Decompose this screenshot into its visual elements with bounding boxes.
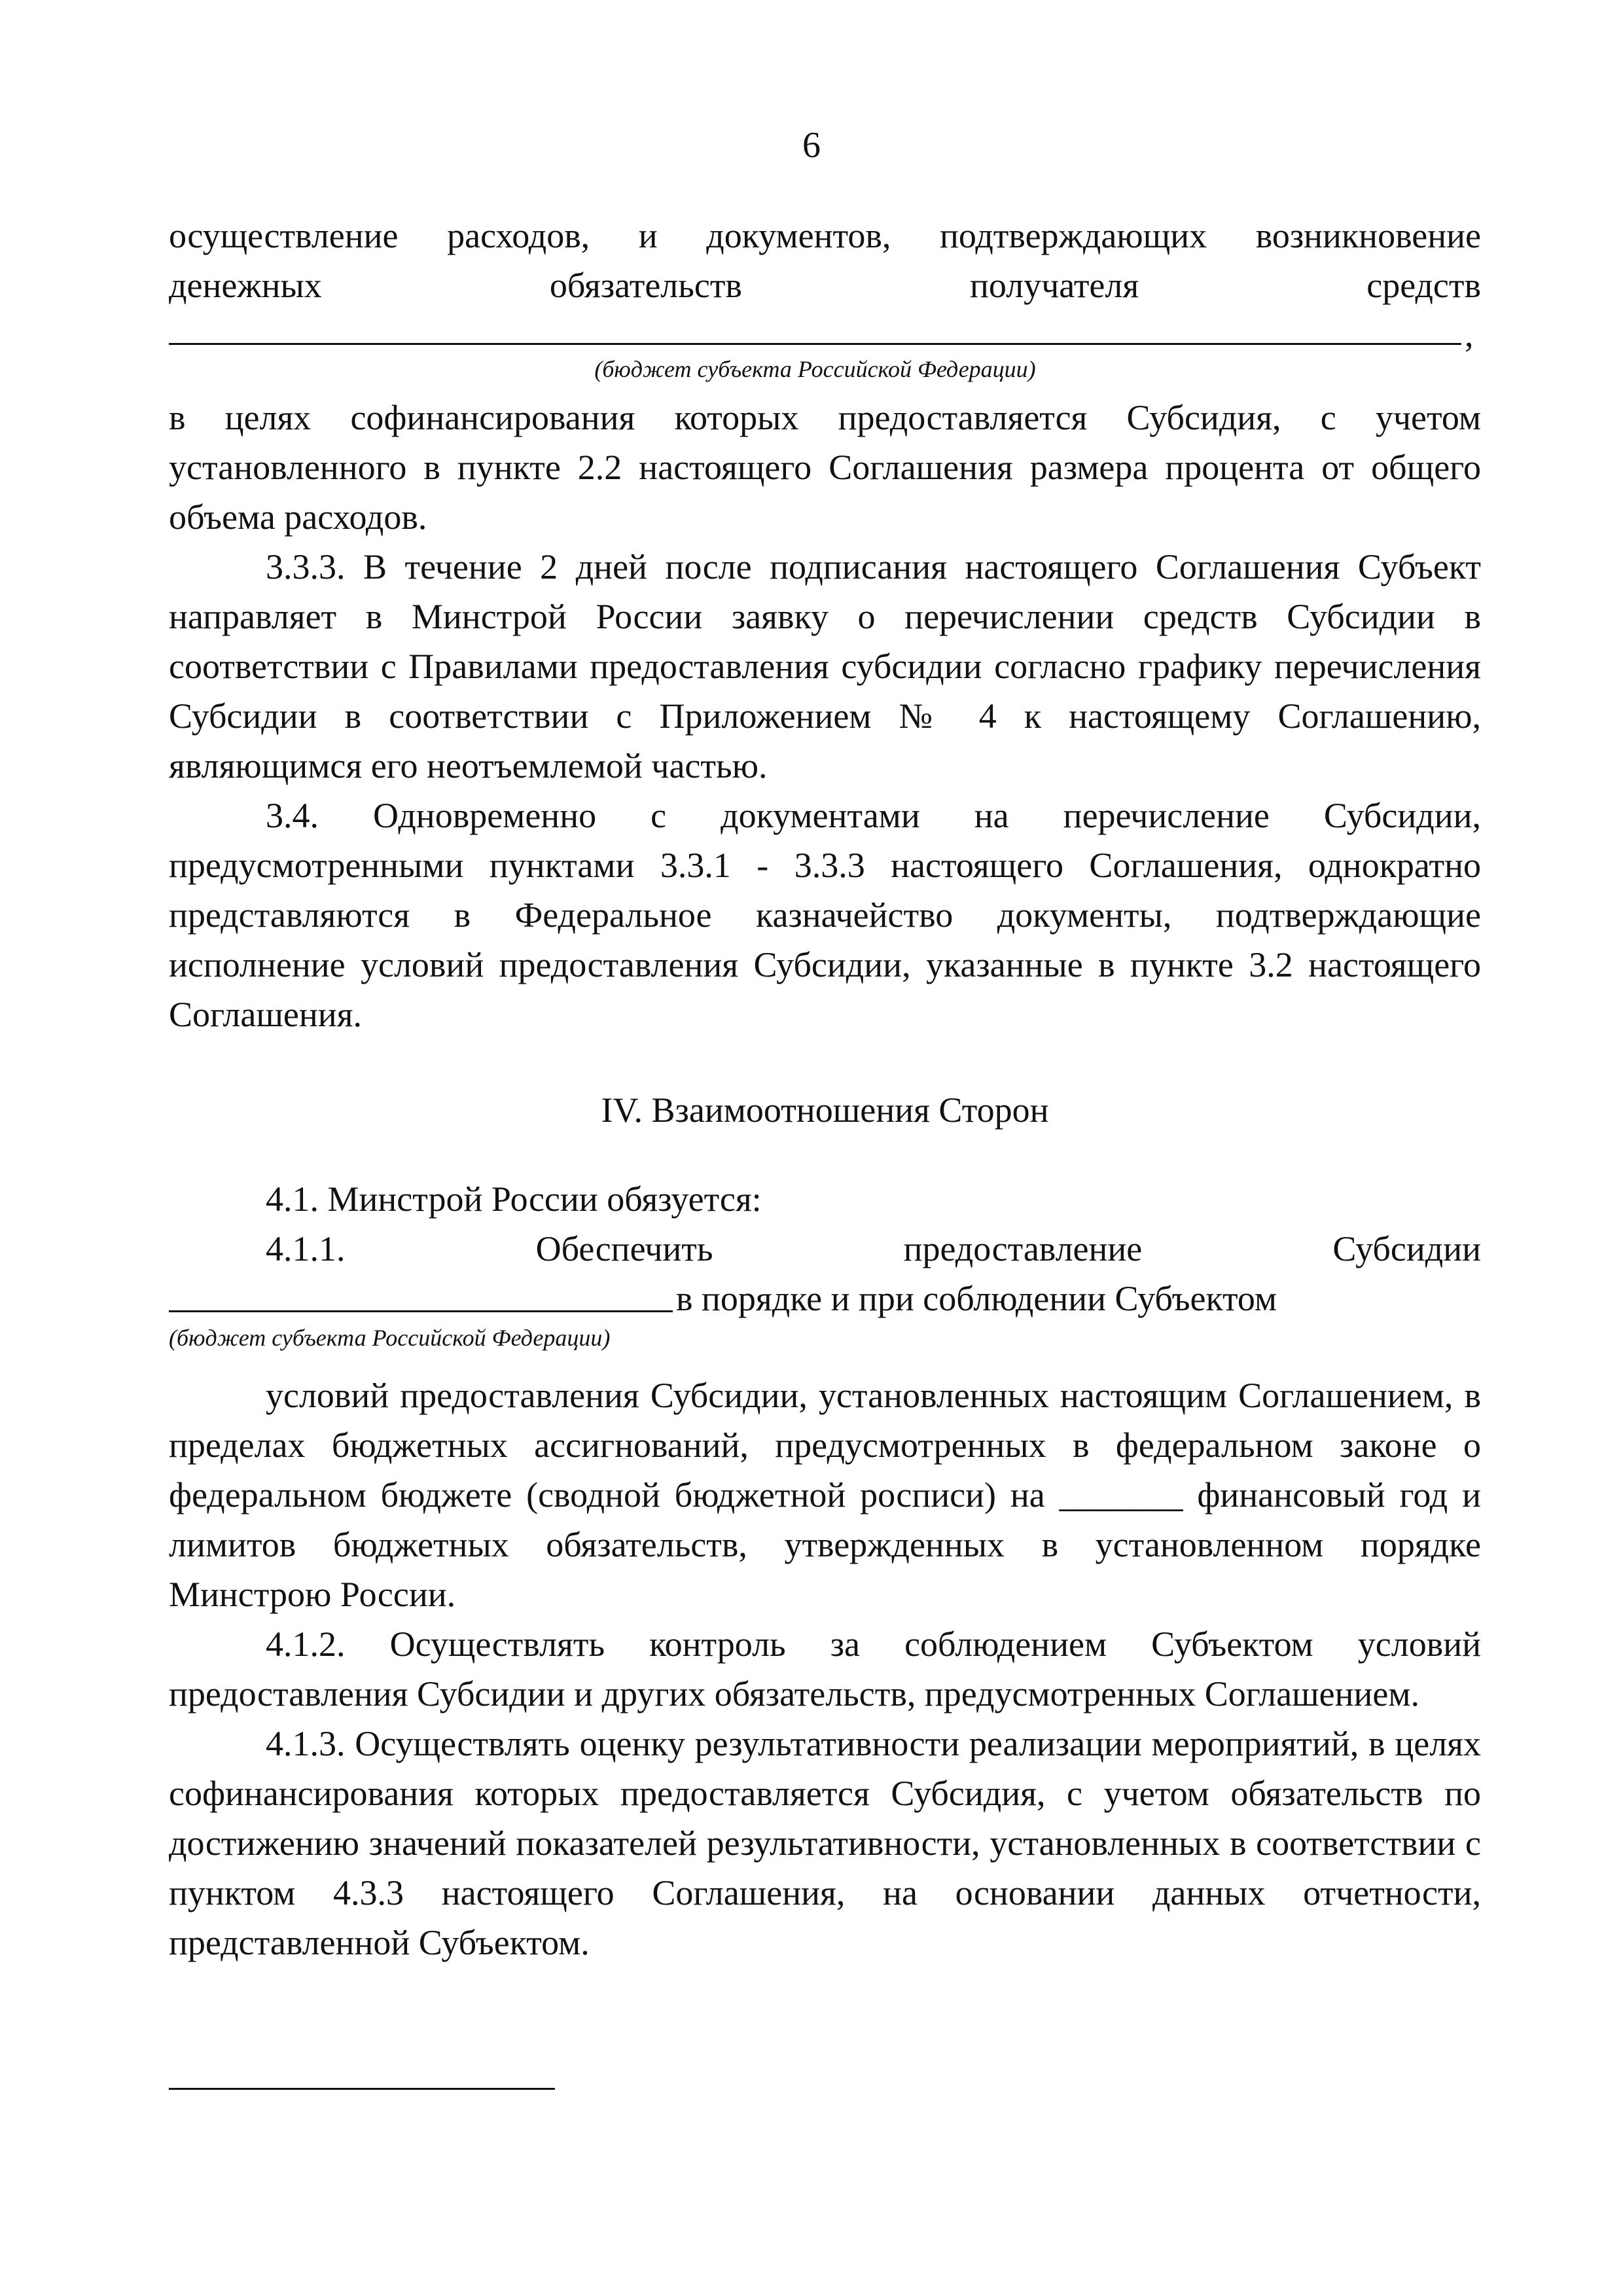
footnote-rule xyxy=(169,2088,555,2090)
page-number: 6 xyxy=(802,125,821,166)
paragraph-4-1: 4.1. Минстрой России обязуется: xyxy=(266,1179,762,1219)
budget-caption: (бюджет субъекта Российской Федерации) xyxy=(594,356,1036,382)
paragraph-3-4: 3.4. Одновременно с документами на перечисление Субсидии, предусмотренными пунктами 3.3.1 - 3.3.3 настоящего Соглашения, однократно представляются в Федеральное казначейство документы, подтверждающие исполнение условий предоставления Субсидии, указанные в пункте 3.2 настоящего Соглашения. xyxy=(169,796,1481,1034)
paragraph-4-1-2: 4.1.2. Осуществлять контроль за соблюдением Субъектом условий предоставления Субсидии и других обязательств, предусмотренных Соглашением. xyxy=(169,1624,1481,1713)
document-body xyxy=(169,211,1481,1967)
budget-blank-line xyxy=(169,343,1461,345)
blank-comma: , xyxy=(1465,315,1474,354)
paragraph-4-1-1-part-1: условий предоставления Субсидии, установленных настоящим Соглашением, в пределах бюджетных ассигнований, предусмотренных в федеральном законе о федеральном бюджете (сводной бюджетной росписи) на xyxy=(169,1376,1481,1515)
section-heading: IV. Взаимоотношения Сторон xyxy=(601,1090,1049,1130)
paragraph-4-1-1-continued xyxy=(169,1371,1481,1619)
fiscal-year-blank: _______ xyxy=(1059,1475,1183,1515)
intro-line-1: осуществление расходов, и документов, подтверждающих возникновение xyxy=(169,216,1481,255)
budget-blank-line-2 xyxy=(169,1310,673,1312)
intro-line-2: денежных обязательств получателя средств xyxy=(169,266,1481,305)
paragraph-cofinancing: в целях софинансирования которых предоставляется Субсидия, с учетом установленного в пункте 2.2 настоящего Соглашения размера процента от общего объема расходов. xyxy=(169,398,1481,537)
paragraph-4-1-1-line-2: в порядке и при соблюдении Субъектом xyxy=(676,1279,1277,1318)
paragraph-3-3-3: 3.3.3. В течение 2 дней после подписания настоящего Соглашения Субъект направляет в Минстрой России заявку о перечислении средств Субсидии в соответствии с Правилами предоставления субсидии согласно графику перечисления Субсидии в соответствии с Приложением № 4 к настоящему Соглашению, являющимся его неотъемлемой частью. xyxy=(169,547,1481,785)
paragraph-4-1-1-part-2: финансовый год и лимитов бюджетных обязательств, утвержденных в установленном порядке Минстрою России. xyxy=(169,1475,1482,1614)
paragraph-4-1-1-line-1: 4.1.1. Обеспечить предоставление Субсидии xyxy=(266,1229,1481,1268)
budget-blank-row xyxy=(169,317,1481,356)
budget-blank-row-2 xyxy=(169,1274,1481,1319)
budget-caption-2: (бюджет субъекта Российской Федерации) xyxy=(169,1325,611,1351)
paragraph-4-1-3: 4.1.3. Осуществлять оценку результативности реализации мероприятий, в целях софинансирования которых предоставляется Субсидия, с учетом обязательств по достижению значений показателей результативности, установленных в соответствии с пунктом 4.3.3 настоящего Соглашения, на основании данных отчетности, представленной Субъектом. xyxy=(169,1724,1481,1962)
